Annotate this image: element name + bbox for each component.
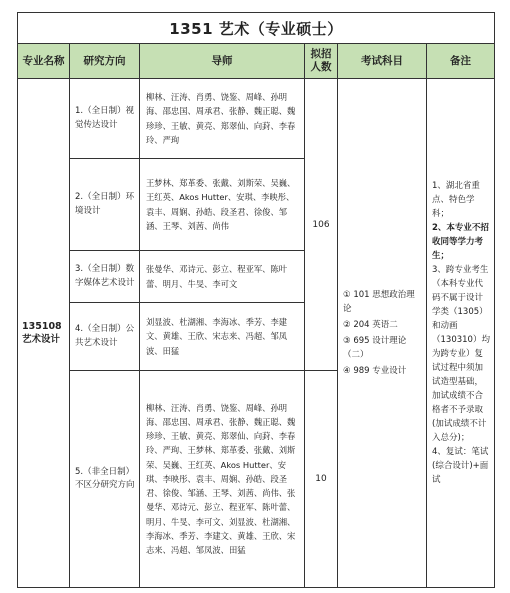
direction-cell: 5.（非全日制）不区分研究方向 xyxy=(70,371,140,588)
direction-cell: 1.（全日制）视觉传达设计 xyxy=(70,79,140,159)
table-title: 1351 艺术（专业硕士） xyxy=(18,13,495,44)
header-exam: 考试科目 xyxy=(338,44,427,79)
header-note: 备注 xyxy=(427,44,495,79)
exam-subject: ② 204 英语二 xyxy=(343,320,398,330)
exam-subject: ③ 695 设计理论（二） xyxy=(343,336,407,360)
direction-cell: 4.（全日制）公共艺术设计 xyxy=(70,303,140,371)
tutor-cell: 张曼华、邓诗元、彭立、程亚军、陈叶蕾、明月、牛旻、李可文 xyxy=(140,251,305,303)
tutor-cell: 柳林、汪涛、肖勇、饶鉴、周峰、孙明海、邵忠国、周承君、张静、魏正聪、魏珍珍、王敏、黄亮、郑翠仙、向葑、李春玲、严珣 xyxy=(140,79,305,159)
note-item: 3、跨专业考生（本科专业代码不属于设计学类（1305）和动画（130310）均为跨专业）复试过程中须加试造型基础，加试成绩不合格者不予录取(加试成绩不计入总分)； xyxy=(432,265,490,443)
quota-fulltime: 106 xyxy=(305,79,338,371)
note-item: 4、复试：笔试(综合设计)+面试 xyxy=(432,447,489,485)
exam-subject: ④ 989 专业设计 xyxy=(343,366,407,376)
notes xyxy=(427,79,495,588)
direction-cell: 3.（全日制）数字媒体艺术设计 xyxy=(70,251,140,303)
tutor-cell: 刘显波、杜湖湘、李海冰、季芳、李建文、黄雄、王欣、宋志来、冯超、邹凤波、田猛 xyxy=(140,303,305,371)
table-row xyxy=(18,79,495,159)
header-quota: 拟招 人数 xyxy=(305,44,338,79)
header-row xyxy=(18,44,495,79)
tutor-cell: 王梦林、郑革委、张戴、刘斯荣、吴巍、王红英、Akos Hutter、安琪、李映彤、袁丰、周娴、孙皓、段圣君、徐俊、邹涵、王琴、刘茜、尚伟 xyxy=(140,159,305,251)
note-item: 2、本专业不招收同等学力考生； xyxy=(432,223,489,261)
header-major: 专业名称 xyxy=(18,44,70,79)
header-direction: 研究方向 xyxy=(70,44,140,79)
header-tutor: 导师 xyxy=(140,44,305,79)
quota-parttime: 10 xyxy=(305,371,338,588)
admissions-table xyxy=(17,12,495,588)
note-item: 1、湖北省重点、特色学科； xyxy=(432,181,480,219)
tutor-cell: 柳林、汪涛、肖勇、饶鉴、周峰、孙明海、邵忠国、周承君、张静、魏正聪、魏珍珍、王敏、黄亮、郑翠仙、向葑、李春玲、严珣、王梦林、郑革委、张戴、刘斯荣、吴巍、王红英、Akos Hutter、安琪、李映彤、袁丰、周娴、孙皓、段圣君、徐俊、邹涵、王琴、刘茜、尚伟、张曼华、邓诗元、彭立、程亚军、陈叶蕾、明月、牛旻、李可文、刘显波、杜湖湘、李海冰、季芳、李建文、黄雄、王欣、宋志来、冯超、邹凤波、田猛 xyxy=(140,371,305,588)
exam-subject: ① 101 思想政治理论 xyxy=(343,290,415,314)
exam-subjects xyxy=(338,79,427,588)
major-name: 135108 艺术设计 xyxy=(18,79,70,588)
direction-cell: 2.（全日制）环境设计 xyxy=(70,159,140,251)
